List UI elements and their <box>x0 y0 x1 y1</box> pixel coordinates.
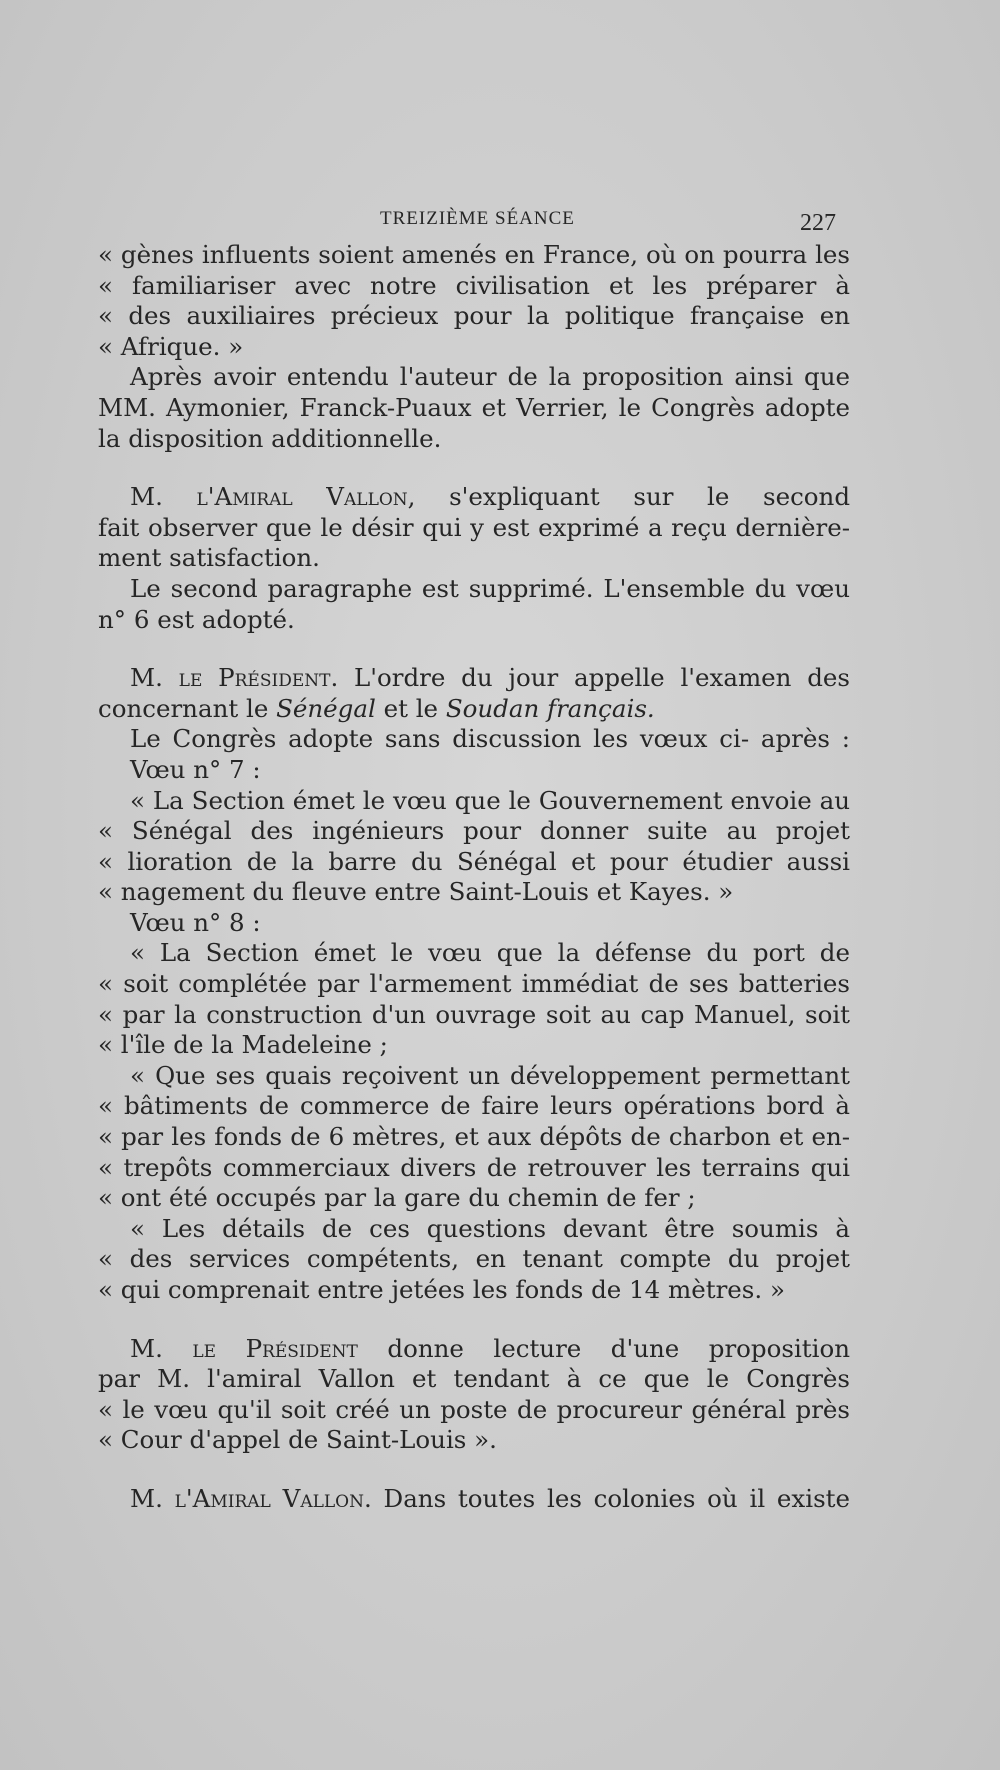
text-line: « La Section émet le vœu que le Gouvernement envoie au <box>130 785 850 815</box>
speaker-name: M. l'Amiral Vallon, <box>130 482 416 512</box>
text-line: « Sénégal des ingénieurs pour donner suite au projet <box>98 816 850 846</box>
text-line: « nagement du fleuve entre Saint-Louis et Kayes. » <box>98 877 734 907</box>
text-line <box>98 1334 850 1365</box>
text-line: n° 6 est adopté. <box>98 604 295 634</box>
text-line: Après avoir entendu l'auteur de la proposition ainsi que <box>130 362 850 392</box>
text-line: « le vœu qu'il soit créé un poste de procureur général près <box>98 1394 850 1424</box>
speaker-name: M. le Président <box>130 1333 358 1363</box>
text-line <box>98 1484 850 1515</box>
text-run: et le <box>375 693 446 723</box>
text-line: « ont été occupés par la gare du chemin de fer ; <box>98 1183 696 1213</box>
text-line: « l'île de la Madeleine ; <box>98 1030 388 1060</box>
text-line: « par les fonds de 6 mètres, et aux dépôts de charbon et en- <box>98 1122 850 1152</box>
text-line: « soit complétée par l'armement immédiat de ses batteries <box>98 969 850 999</box>
text-line: « gènes influents soient amenés en France, où on pourra les <box>98 240 850 269</box>
speaker-name: M. le Président. <box>130 663 339 693</box>
page-number: 227 <box>800 210 836 236</box>
text-run: donne lecture d'une proposition <box>387 1333 850 1363</box>
text-line: « familiariser avec notre civilisation et les préparer à <box>98 270 850 300</box>
text-line: fait observer que le désir qui y est exprimé a reçu dernière- <box>98 512 850 542</box>
paragraph-gap <box>98 635 850 663</box>
text-run: L'ordre du jour appelle l'examen des <box>354 663 850 693</box>
text-line: « qui comprenait entre jetées les fonds de 14 mètres. » <box>98 1275 785 1304</box>
text-line: « par la construction d'un ouvrage soit au cap Manuel, soit <box>98 999 850 1029</box>
text-line <box>98 694 850 725</box>
text-line: « bâtiments de commerce de faire leurs opérations bord à <box>98 1091 850 1121</box>
speaker-name: M. l'Amiral Vallon. <box>130 1483 372 1513</box>
text-line: Vœu n° 8 : <box>130 907 261 937</box>
text-line: « trepôts commerciaux divers de retrouver les terrains qui <box>98 1152 850 1182</box>
text-line: « lioration de la barre du Sénégal et pour étudier aussi <box>98 846 850 876</box>
paragraph-gap <box>98 1306 850 1334</box>
text-line: Le Congrès adopte sans discussion les vœux ci- après : <box>130 724 850 754</box>
text-line <box>98 663 850 694</box>
paragraph-gap <box>98 1456 850 1484</box>
text-line: « des services compétents, en tenant compte du projet <box>98 1244 850 1274</box>
page-header <box>0 208 1000 238</box>
text-line: MM. Aymonier, Franck-Puaux et Verrier, le Congrès adopte <box>98 392 850 422</box>
text-run: concernant le <box>98 693 277 723</box>
text-line: Le second paragraphe est supprimé. L'ensemble du vœu <box>130 573 850 603</box>
page-body <box>98 240 850 1515</box>
text-line: « des auxiliaires précieux pour la politique française en <box>98 301 850 331</box>
paragraph-gap <box>98 454 850 482</box>
running-title: TREIZIÈME SÉANCE <box>380 208 575 229</box>
place-name: Sénégal <box>276 693 376 723</box>
text-line: « La Section émet le vœu que la défense du port de <box>130 938 850 968</box>
text-line: par M. l'amiral Vallon et tendant à ce que le Congrès <box>98 1364 850 1394</box>
text-line <box>98 482 850 513</box>
text-line: la disposition additionnelle. <box>98 423 442 453</box>
text-line: ment satisfaction. <box>98 543 320 573</box>
text-run: Dans toutes les colonies où il existe <box>383 1483 850 1513</box>
text-line: « Afrique. » <box>98 331 244 361</box>
text-line: Vœu n° 7 : <box>130 754 261 784</box>
place-name: Soudan français. <box>445 693 655 723</box>
text-line: « Que ses quais reçoivent un développement permettant <box>130 1060 850 1090</box>
text-line: « Cour d'appel de Saint-Louis ». <box>98 1425 497 1455</box>
text-line: « Les détails de ces questions devant être soumis à <box>130 1213 850 1243</box>
text-run: s'expliquant sur le second <box>449 482 850 512</box>
